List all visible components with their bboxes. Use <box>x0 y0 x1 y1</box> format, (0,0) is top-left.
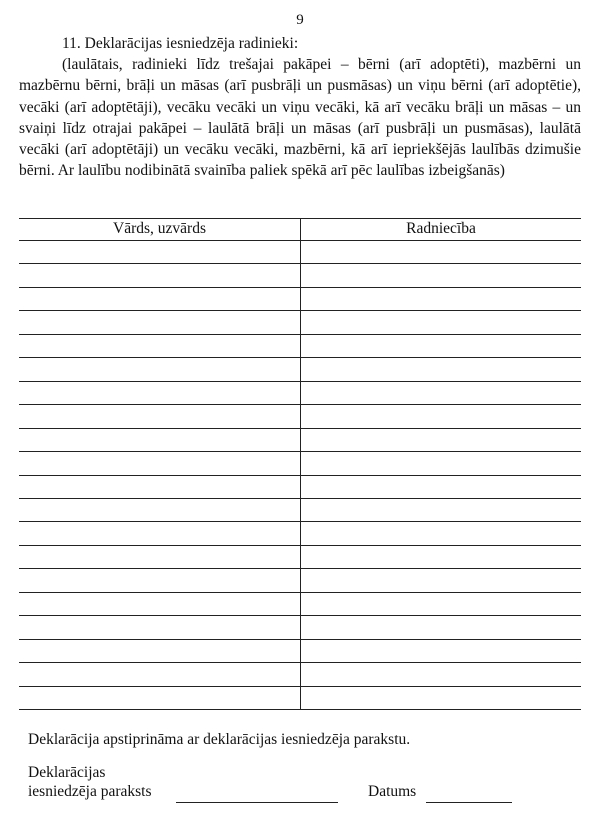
relation-cell[interactable] <box>302 264 581 285</box>
name-cell[interactable] <box>19 264 299 285</box>
name-cell[interactable] <box>19 311 299 332</box>
relation-cell[interactable] <box>302 522 581 543</box>
relation-cell[interactable] <box>302 687 581 708</box>
name-cell[interactable] <box>19 546 299 567</box>
section-description: (laulātais, radinieki līdz trešajai pakāpei – bērni (arī adoptēti), mazbērni un mazbērnu bērni, brāļi un māsas (arī pusbrāļi un pusmāsas) un viņu bērni (arī adoptētie), vecāki (arī adoptētāji), vecāku vecāki un viņu vecāki, kā arī vecāku brāļi un māsas – un svaiņi līdz otrajai pakāpei – laulātā brāļi un māsas (arī pusbrāļi un pusmāsas), laulātā vecāki (arī adoptētāji) un vecāku vecāki, mazbērni, kā arī iepriekšējās laulībās dzimušie bērni. Ar laulību nodibinātā svainība paliek spēkā arī pēc laulības izbeigšanās) <box>19 56 581 180</box>
name-cell[interactable] <box>19 288 299 309</box>
page-number: 9 <box>296 12 304 28</box>
relation-cell[interactable] <box>302 616 581 637</box>
relation-cell[interactable] <box>302 405 581 426</box>
relation-cell[interactable] <box>302 335 581 356</box>
relation-cell[interactable] <box>302 241 581 262</box>
name-cell[interactable] <box>19 499 299 520</box>
section-heading: 11. Deklarācijas iesniedzēja radinieki: <box>62 35 299 52</box>
name-cell[interactable] <box>19 335 299 356</box>
name-cell[interactable] <box>19 358 299 379</box>
relation-cell[interactable] <box>302 452 581 473</box>
relation-cell[interactable] <box>302 429 581 450</box>
date-field[interactable] <box>426 801 512 803</box>
column-divider <box>300 218 301 709</box>
relation-cell[interactable] <box>302 288 581 309</box>
name-cell[interactable] <box>19 452 299 473</box>
name-cell[interactable] <box>19 640 299 661</box>
signature-label-line2: iesniedzēja paraksts <box>28 783 152 800</box>
relation-cell[interactable] <box>302 358 581 379</box>
relation-cell[interactable] <box>302 499 581 520</box>
relation-cell[interactable] <box>302 640 581 661</box>
name-cell[interactable] <box>19 616 299 637</box>
relation-cell[interactable] <box>302 593 581 614</box>
name-cell[interactable] <box>19 522 299 543</box>
relation-cell[interactable] <box>302 382 581 403</box>
name-cell[interactable] <box>19 382 299 403</box>
signature-field[interactable] <box>176 801 338 803</box>
name-cell[interactable] <box>19 405 299 426</box>
column-header-name: Vārds, uzvārds <box>113 220 206 237</box>
confirmation-text: Deklarācija apstiprināma ar deklarācijas iesniedzēja parakstu. <box>28 731 411 748</box>
date-label: Datums <box>368 783 417 800</box>
relation-cell[interactable] <box>302 569 581 590</box>
name-cell[interactable] <box>19 593 299 614</box>
relation-cell[interactable] <box>302 476 581 497</box>
table-row-line <box>19 709 581 710</box>
name-cell[interactable] <box>19 687 299 708</box>
name-cell[interactable] <box>19 663 299 684</box>
name-cell[interactable] <box>19 569 299 590</box>
relation-cell[interactable] <box>302 663 581 684</box>
relation-cell[interactable] <box>302 546 581 567</box>
relation-cell[interactable] <box>302 311 581 332</box>
column-header-relation: Radniecība <box>406 220 476 237</box>
signature-label: Deklarācijas <box>28 764 106 781</box>
name-cell[interactable] <box>19 476 299 497</box>
name-cell[interactable] <box>19 241 299 262</box>
relatives-table <box>19 218 581 709</box>
name-cell[interactable] <box>19 429 299 450</box>
